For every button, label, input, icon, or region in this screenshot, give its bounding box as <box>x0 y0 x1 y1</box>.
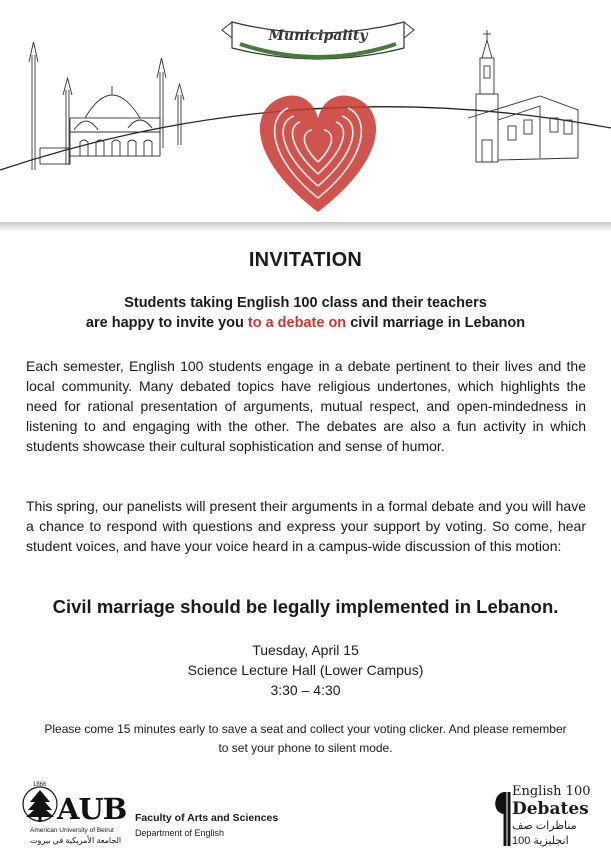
ribbon-label: Municipality <box>268 28 368 44</box>
aub-cedar-logo-icon <box>22 782 58 826</box>
event-time: 3:30 – 4:30 <box>270 682 341 698</box>
fingerprint-heart-icon <box>260 95 376 212</box>
department-name: Department of English <box>135 828 225 838</box>
subtitle-line-1: Students taking English 100 class and their teachers <box>124 295 487 311</box>
aub-year: 1866 <box>33 782 47 788</box>
faculty-name: Faculty of Arts and Sciences <box>135 812 279 824</box>
church-icon <box>468 30 578 162</box>
arabic-line-2: انجليزية 100 <box>512 835 569 847</box>
subtitle-line-2 <box>30 313 581 333</box>
debates-label: Debates <box>512 799 589 819</box>
description-paragraph-2: This spring, our panelists will present their arguments in a formal debate and you will have a chance to respond with questions and express your support by voting. So come, hear student voices, and have your voice heard in a campus-wide discussion of this motion: <box>26 498 586 554</box>
attendance-note: Please come 15 minutes early to save a seat and collect your voting clicker. And please remember to set your phone to silent mode. <box>44 722 567 755</box>
arabic-line-1: مناظرات صف <box>512 820 577 832</box>
description-paragraph-1: Each semester, English 100 students engage in a debate pertinent to their lives and the local community. Many debated topics have religious undertones, which highlights the need for rational presentation of arguments, mutual respect, and open-mindedness in listening to and engaging with the other. The debates are also a fun activity in which students showcase their cultural sophistication and sense of humor. <box>26 358 586 454</box>
aub-abbreviation: AUB <box>57 792 127 826</box>
banner-shadow <box>0 222 611 232</box>
subtitle-highlight: to a debate on <box>247 315 347 331</box>
event-details <box>0 640 611 700</box>
event-venue: Science Lecture Hall (Lower Campus) <box>187 662 424 678</box>
invitation-title: INVITATION <box>248 249 363 271</box>
english-100-label: English 100 <box>512 784 591 799</box>
aub-full-name: American University of Beirut <box>30 827 114 834</box>
header-banner <box>0 0 611 228</box>
aub-arabic-name: الجامعة الأمريكية في بيروت <box>30 836 122 845</box>
subtitle-pre: are happy to invite you <box>85 315 248 331</box>
subtitle-post: civil marriage in Lebanon <box>346 315 526 331</box>
invitation-subtitle <box>30 293 581 333</box>
pilcrow-logo-icon <box>491 790 511 848</box>
event-date: Tuesday, April 15 <box>252 642 359 658</box>
debate-motion: Civil marriage should be legally implemented in Lebanon. <box>52 596 559 617</box>
mosque-icon <box>29 42 184 170</box>
